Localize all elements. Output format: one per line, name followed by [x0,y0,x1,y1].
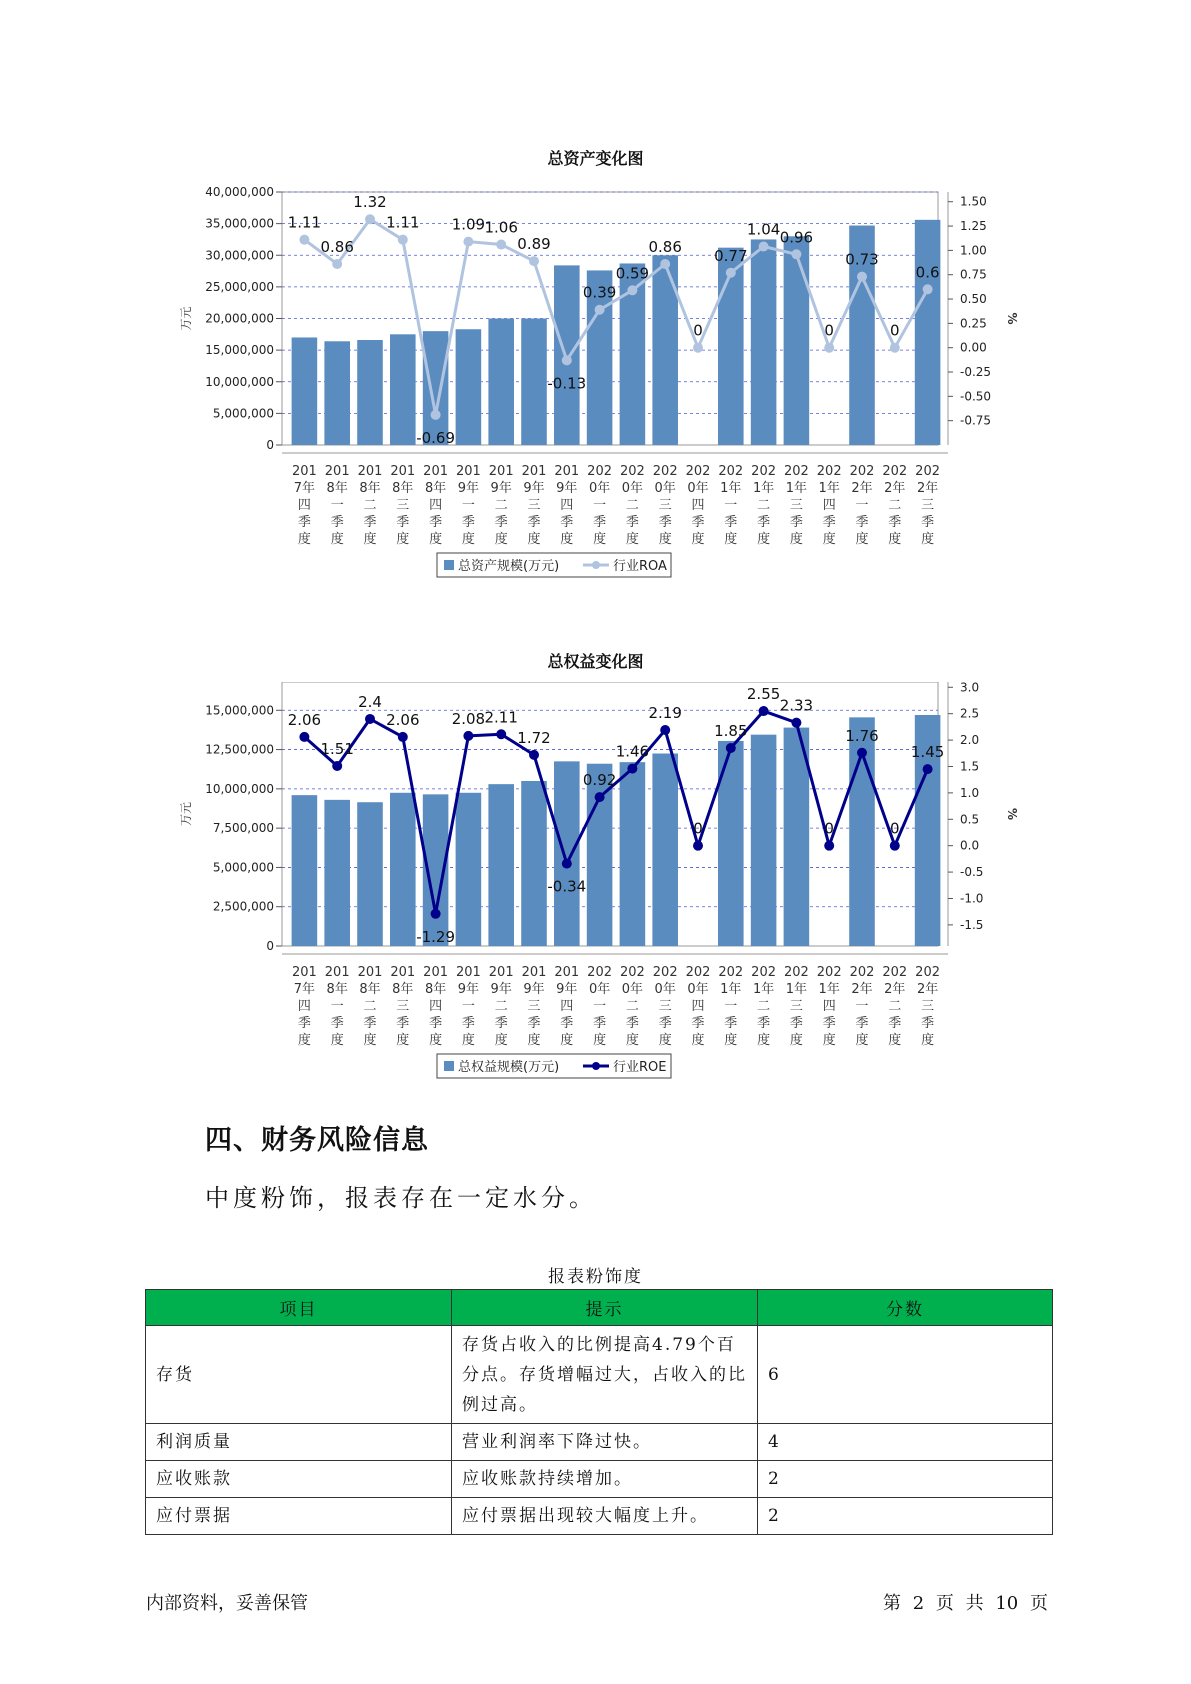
table-row [146,1461,1053,1498]
bar [784,236,810,445]
row-score: 2 [758,1498,1053,1535]
section-heading: 四、财务风险信息 [205,1125,429,1156]
line-point [857,748,867,758]
row-score: 2 [758,1461,1053,1498]
line-point [857,272,867,282]
line-point [332,761,342,771]
header-item: 项目 [146,1290,452,1326]
data-label: 1.51 [320,739,354,758]
x-tick-label: 201 8年三季度 [390,965,416,1048]
bar [456,329,482,445]
data-label: 1.04 [746,220,781,239]
bar [751,239,777,445]
row-item: 存货 [146,1326,452,1424]
y2-axis-label: % [1005,312,1019,325]
data-label: 0 [693,819,703,838]
table-header-row [146,1290,1053,1326]
data-label: 1.09 [451,215,486,234]
x-tick-label: 201 8年二季度 [357,464,383,547]
legend-line-label: 行业ROE [613,1060,667,1075]
data-label: 1.46 [615,742,650,761]
bar [488,784,514,946]
x-tick-label: 201 9年四季度 [554,965,580,1048]
y2-tick-label: 2.5 [960,706,980,721]
y2-axis-label: % [1005,807,1019,821]
y2-tick-label: -0.75 [960,413,992,428]
x-tick-label: 202 0年三季度 [652,464,678,547]
row-hint: 存货占收入的比例提高4.79个百分点。存货增幅过大，占收入的比例过高。 [452,1326,758,1424]
legend-bar-swatch [444,1061,454,1071]
bar [324,341,350,445]
line-point [726,743,736,753]
data-label: -0.34 [547,877,587,896]
x-tick-label: 202 2年一季度 [849,965,875,1048]
y2-tick-label: -0.5 [960,865,984,880]
data-label: 1.76 [845,726,879,745]
y2-tick-label: 3.0 [960,682,980,695]
table-row [146,1498,1053,1535]
data-label: 0 [693,321,703,340]
data-label: 2.4 [358,692,382,711]
x-tick-label: 202 1年一季度 [718,965,744,1048]
x-tick-label: 201 8年四季度 [423,464,449,547]
legend-bar-label: 总资产规模(万元) [458,559,560,574]
x-tick-label: 202 0年二季度 [619,965,645,1048]
line-point [923,764,933,774]
data-label: 2.06 [386,710,420,729]
data-label: 0.73 [845,250,879,269]
line-point [562,355,572,365]
x-tick-label: 201 9年三季度 [521,965,547,1048]
line-point [791,718,801,728]
line-point [398,732,408,742]
header-score: 分数 [758,1290,1053,1326]
table-row [146,1326,1053,1424]
x-tick-label: 201 8年一季度 [324,464,350,547]
y2-tick-label: 2.0 [960,733,980,748]
y-tick-label: 0 [266,438,274,452]
x-tick-label: 202 1年二季度 [751,965,777,1048]
x-tick-label: 202 0年一季度 [587,965,613,1048]
total-equity-chart [0,682,1191,1102]
data-label: 0.86 [648,238,682,257]
x-tick-label: 202 1年四季度 [816,464,842,547]
line-point [299,732,309,742]
table-caption: 报表粉饰度 [548,1267,643,1287]
line-point [529,256,539,266]
line-point [299,235,309,245]
data-label: 2.08 [451,709,486,728]
data-label: -1.29 [416,927,456,946]
x-tick-label: 202 1年一季度 [718,464,744,547]
line-point [824,841,834,851]
y-tick-label: 35,000,000 [205,216,274,231]
data-label: 2.33 [779,696,814,715]
row-hint: 营业利润率下降过快。 [452,1424,758,1461]
x-tick-label: 202 0年三季度 [652,965,678,1048]
legend-bar-swatch [444,560,454,570]
row-item: 应付票据 [146,1498,452,1535]
risk-summary: 中度粉饰，报表存在一定水分。 [205,1184,597,1212]
y-tick-label: 5,000,000 [212,406,274,421]
data-label: -0.69 [416,428,456,447]
y2-tick-label: 1.25 [960,219,987,234]
y2-tick-label: 1.50 [960,194,987,209]
y-tick-label: 10,000,000 [205,781,274,796]
line-point [693,343,703,353]
x-tick-label: 201 8年一季度 [324,965,350,1048]
line-point [365,214,375,224]
x-tick-label: 201 8年二季度 [357,965,383,1048]
y2-tick-label: 1.00 [960,243,987,258]
y2-tick-label: 0.75 [960,267,987,282]
chart-title-total-equity: 总权益变化图 [547,652,644,671]
x-tick-label: 202 1年二季度 [751,464,777,547]
line-point [890,343,900,353]
data-label: 0.77 [714,246,748,265]
bar [357,340,383,445]
y2-tick-label: -0.25 [960,365,992,380]
data-label: 1.72 [517,728,551,747]
table-row [146,1424,1053,1461]
bar [292,795,318,946]
total-assets-chart [0,180,1191,600]
data-label: 0.92 [582,771,617,790]
y-tick-label: 12,500,000 [205,742,274,757]
bar [521,781,547,946]
x-tick-label: 201 7年四季度 [291,464,317,547]
x-tick-label: 202 2年二季度 [882,965,908,1048]
data-label: 1.45 [910,743,945,762]
y2-tick-label: 1.5 [960,759,980,774]
data-label: 1.06 [484,218,518,237]
bar [915,220,941,445]
bar [652,754,678,947]
x-tick-label: 201 9年二季度 [488,464,514,547]
y-tick-label: 20,000,000 [205,311,274,326]
line-point [627,764,637,774]
y2-tick-label: 1.0 [960,785,980,800]
data-label: 1.11 [386,213,420,232]
x-tick-label: 202 2年一季度 [849,464,875,547]
footer-page-number: 第 2 页 共 10 页 [883,1593,1048,1614]
y2-tick-label: -1.0 [960,891,984,906]
x-tick-label: 201 8年三季度 [390,464,416,547]
row-hint: 应收账款持续增加。 [452,1461,758,1498]
data-label: 0.96 [779,228,814,247]
line-point [595,305,605,315]
x-tick-label: 202 1年三季度 [783,965,809,1048]
line-point [660,725,670,735]
y-tick-label: 25,000,000 [205,279,274,294]
data-label: 2.11 [484,708,518,727]
x-tick-label: 202 1年三季度 [783,464,809,547]
row-score: 6 [758,1326,1053,1424]
x-tick-label: 202 2年二季度 [882,464,908,547]
y2-tick-label: -1.5 [960,917,984,932]
line-point [693,841,703,851]
data-label: 2.55 [746,685,781,704]
line-point [398,235,408,245]
line-point [759,241,769,251]
y2-tick-label: 0.00 [960,340,987,355]
y2-tick-label: 0.0 [960,838,980,853]
line-point [660,259,670,269]
line-point [824,343,834,353]
data-label: 0.86 [320,238,354,257]
row-item: 应收账款 [146,1461,452,1498]
line-point [890,841,900,851]
y2-tick-label: 0.25 [960,316,987,331]
line-point [562,859,572,869]
x-tick-label: 201 9年二季度 [488,965,514,1048]
line-point [332,259,342,269]
y-tick-label: 7,500,000 [212,821,274,836]
line-point [529,750,539,760]
data-label: 0.39 [582,283,617,302]
y-tick-label: 10,000,000 [205,374,274,389]
x-tick-label: 201 9年一季度 [455,464,481,547]
bar [751,735,777,946]
y-axis-label: 万元 [179,306,193,331]
line-point [431,909,441,919]
footer-confidential: 内部资料，妥善保管 [146,1593,308,1614]
x-tick-label: 201 7年四季度 [291,965,317,1048]
legend-line-marker [592,561,600,569]
line-point [759,706,769,716]
data-label: 0 [890,819,900,838]
line-point [923,284,933,294]
bar [357,802,383,946]
data-label: 0 [824,321,834,340]
x-tick-label: 202 1年四季度 [816,965,842,1048]
bar [324,800,350,946]
row-score: 4 [758,1424,1053,1461]
bar [521,319,547,446]
line-point [627,285,637,295]
bar [488,319,514,446]
data-label: 2.06 [287,710,322,729]
legend-line-label: 行业ROA [613,559,667,574]
line-point [595,792,605,802]
data-label: 0 [890,321,900,340]
y-tick-label: 0 [266,939,274,953]
y-axis-label: 万元 [179,801,193,827]
x-tick-label: 202 0年一季度 [587,464,613,547]
bar [292,337,318,445]
data-label: 1.85 [714,722,748,740]
y2-tick-label: 0.5 [960,812,980,827]
x-tick-label: 202 0年四季度 [685,965,711,1048]
data-label: -0.13 [547,374,587,393]
y-tick-label: 30,000,000 [205,248,274,263]
data-label: 2.19 [648,704,682,723]
legend-bar-label: 总权益规模(万元) [458,1060,560,1075]
y-tick-label: 15,000,000 [205,703,274,718]
bar [390,793,416,946]
line-point [496,729,506,739]
line-point [496,240,506,250]
line-point [431,410,441,420]
chart-title-total-assets: 总资产变化图 [547,149,644,168]
risk-table [145,1289,1053,1535]
y-tick-label: 2,500,000 [212,899,274,914]
data-label: 0.89 [517,235,551,254]
y-tick-label: 40,000,000 [205,185,274,199]
row-hint: 应付票据出现较大幅度上升。 [452,1498,758,1535]
data-label: 0.6 [915,263,940,282]
y2-tick-label: 0.50 [960,292,987,307]
x-tick-label: 202 0年二季度 [619,464,645,547]
x-tick-label: 202 2年三季度 [915,464,941,547]
data-label: 0 [824,819,834,838]
line-point [365,714,375,724]
line-point [463,237,473,247]
bar [554,265,580,445]
data-label: 1.32 [353,193,387,212]
x-tick-label: 202 2年三季度 [915,965,941,1048]
x-tick-label: 201 9年三季度 [521,464,547,547]
row-item: 利润质量 [146,1424,452,1461]
header-hint: 提示 [452,1290,758,1326]
x-tick-label: 201 9年四季度 [554,464,580,547]
y-tick-label: 15,000,000 [205,343,274,358]
bar [554,761,580,946]
legend-line-marker [592,1062,600,1070]
data-label: 0.59 [615,264,650,283]
line-point [463,731,473,741]
bar [456,793,482,946]
bar [620,762,646,946]
data-label: 1.11 [287,213,322,232]
bar [390,334,416,445]
x-tick-label: 202 0年四季度 [685,464,711,547]
line-point [791,249,801,259]
line-point [726,268,736,278]
y2-tick-label: -0.50 [960,389,992,404]
x-tick-label: 201 9年一季度 [455,965,481,1048]
y-tick-label: 5,000,000 [212,860,274,875]
x-tick-label: 201 8年四季度 [423,965,449,1048]
